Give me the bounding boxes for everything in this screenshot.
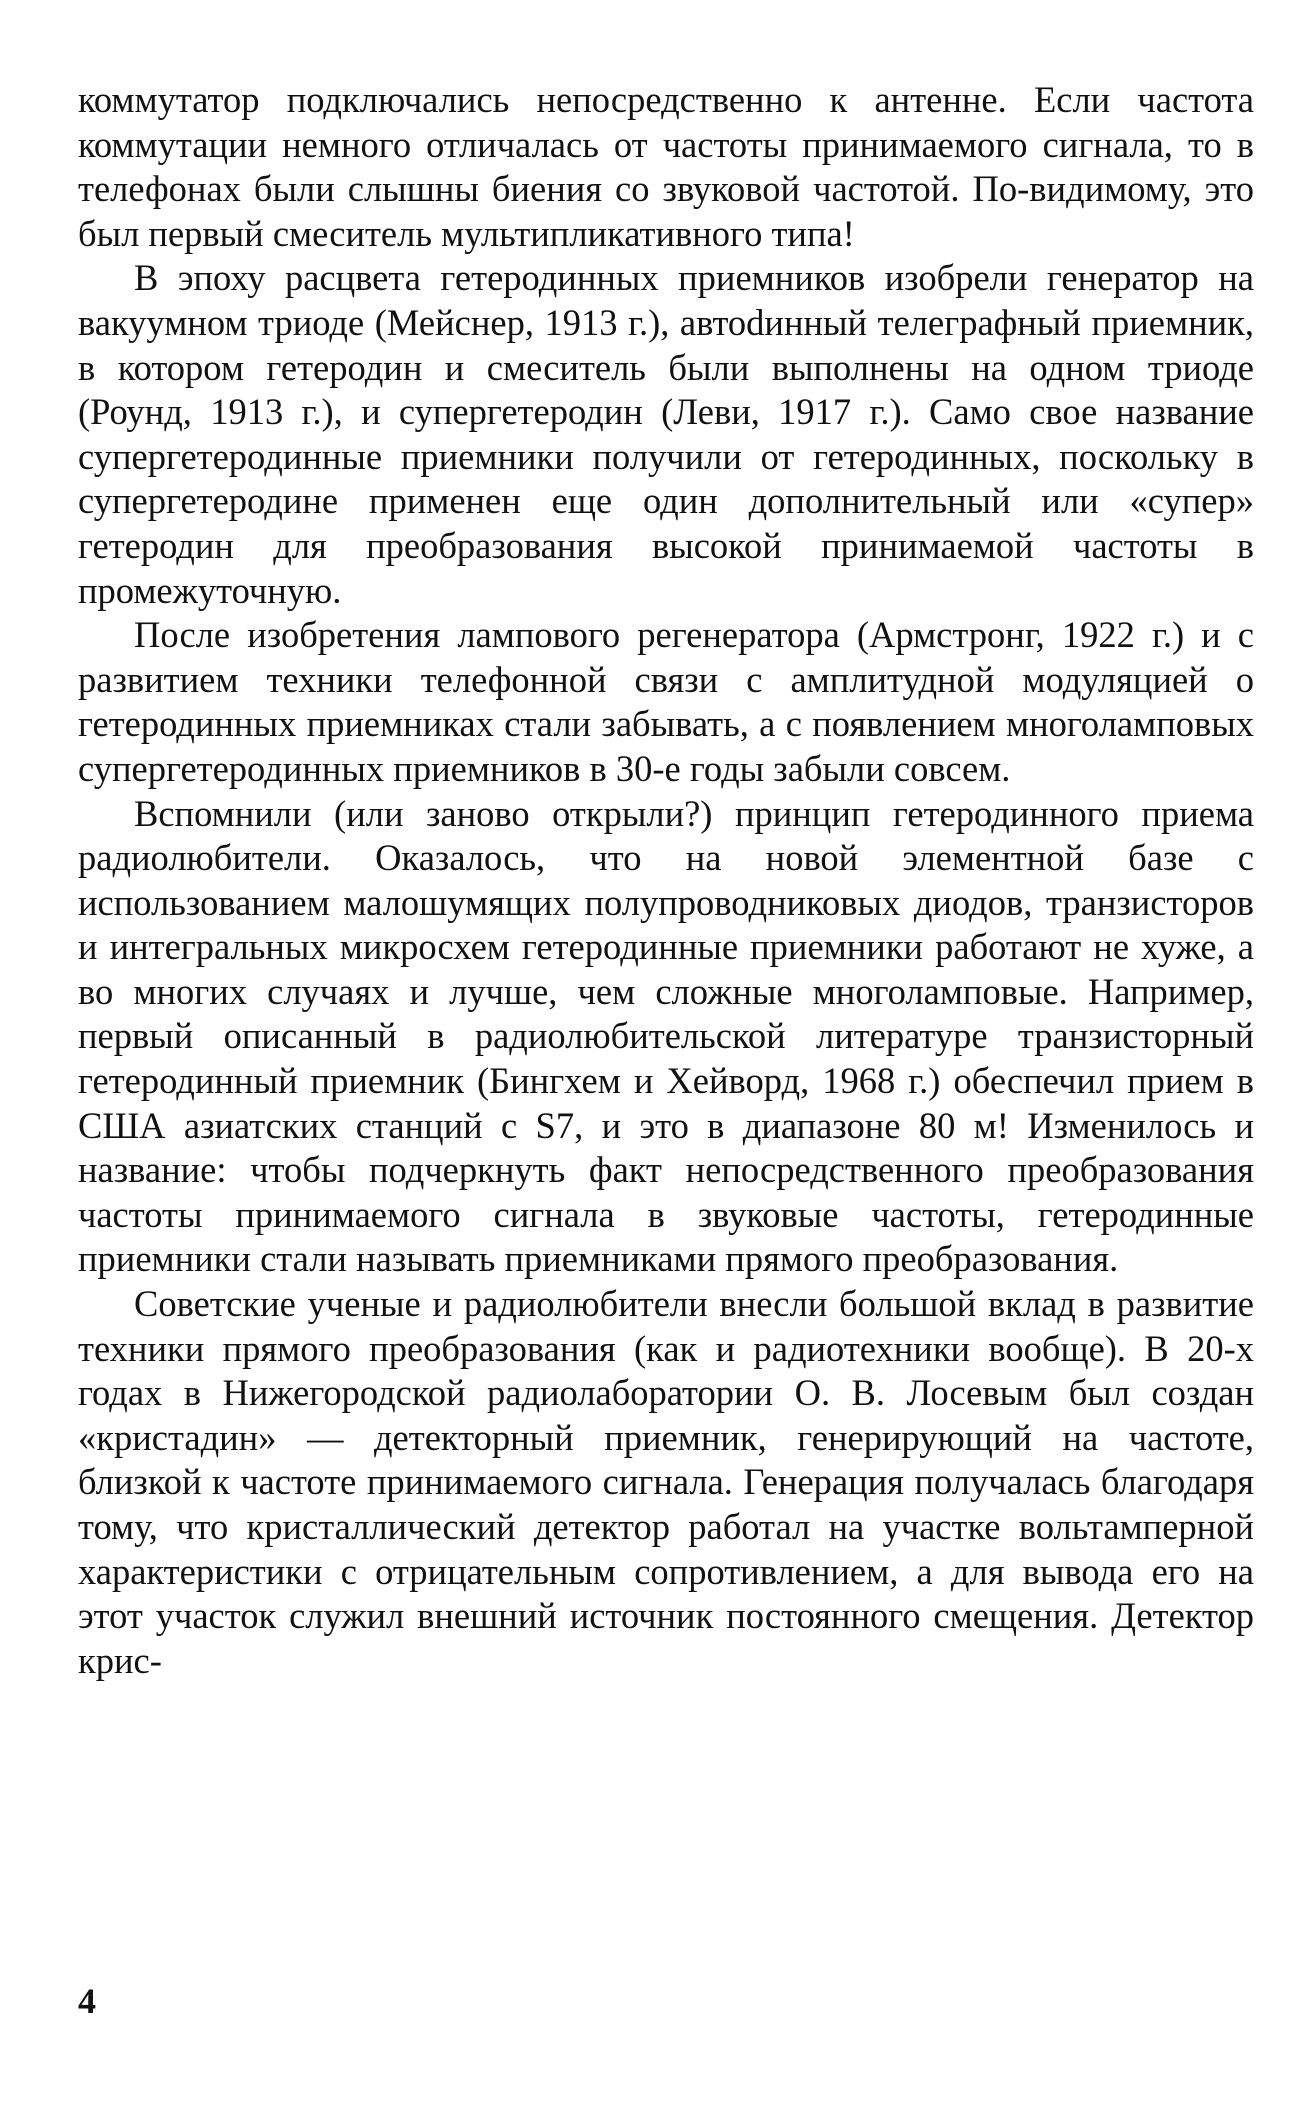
paragraph-continuation: коммутатор подключались непосредственно к антенне. Если частота коммутации немного отличалась от частоты принимаемого сигнала, то в телефонах были слышны биения со звуковой частотой. По-видимому, это был первый смеситель мультипликативного типа!: [78, 79, 1254, 254]
paragraph-heterodyne-era: В эпоху расцвета гетеродинных приемников изобрели генератор на вакуумном триоде (Мейснер, 1913 г.), автоdинный телеграфный приемник, в котором гетеродин и смеситель были выполнены на одном триоде (Роунд, 1913 г.), и супергетеродин (Леви, 1917 г.). Само свое название супергетеродинные приемники получили от гетеродинных, поскольку в супергетеродине применен еще один дополнительный или «супер» гетеродин для преобразования высокой принимаемой частоты в промежуточную.: [78, 257, 1254, 611]
paragraph-regenerator: После изобретения лампового регенератора (Армстронг, 1922 г.) и с развитием техники телефонной связи с амплитудной модуляцией о гетеродинных приемниках стали забывать, а с появлением многоламповых супергетеродинных приемников в 30-е годы забыли совсем.: [78, 614, 1254, 789]
page-number: 4: [78, 1981, 96, 2021]
paragraph-soviet-scientists: Советские ученые и радиолюбители внесли большой вклад в развитие техники прямого преобразования (как и радиотехники вообще). В 20-х годах в Нижегородской радиолаборатории О. В. Лосевым был создан «кристадин» — детекторный приемник, генерирующий на частоте, близкой к частоте принимаемого сигнала. Генерация получалась благодаря тому, что кристаллический детектор работал на участке вольтамперной характеристики с отрицательным сопротивлением, а для вывода его на этот участок служил внешний источник постоянного смещения. Детектор крис-: [78, 1283, 1254, 1681]
page-body: [78, 78, 1254, 1683]
paragraph-radio-amateurs: Вспомнили (или заново открыли?) принцип гетеродинного приема радиолюбители. Оказалось, что на новой элементной базе с использованием малошумящих полупроводниковых диодов, транзисторов и интегральных микросхем гетеродинные приемники работают не хуже, а во многих случаях и лучше, чем сложные многоламповые. Например, первый описанный в радиолюбительской литературе транзисторный гетеродинный приемник (Бингхем и Хейворд, 1968 г.) обеспечил прием в США азиатских станций с S7, и это в диапазоне 80 м! Изменилось и название: чтобы подчеркнуть факт непосредственного преобразования частоты принимаемого сигнала в звуковые частоты, гетеродинные приемники стали называть приемниками прямого преобразования.: [78, 792, 1254, 1280]
